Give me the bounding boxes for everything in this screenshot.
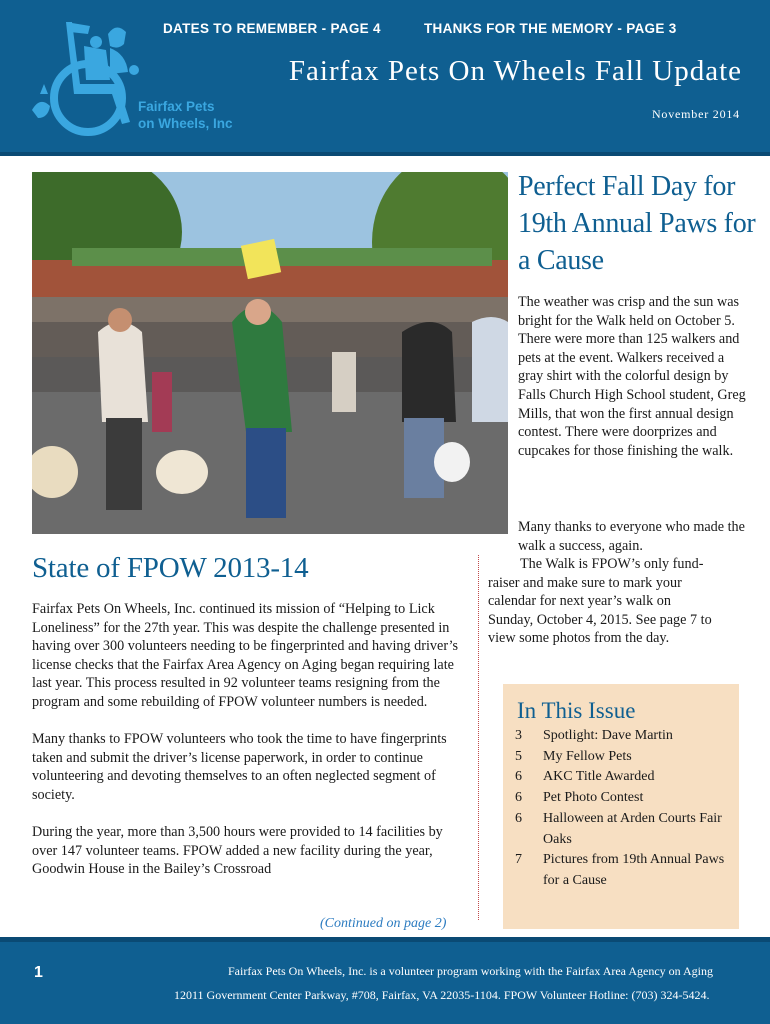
in-this-issue-box <box>503 684 739 929</box>
issue-item-page: 3 <box>515 728 522 743</box>
state-article-body <box>32 600 468 898</box>
issue-item[interactable] <box>515 788 735 809</box>
issue-item-page: 6 <box>515 790 522 806</box>
issue-item-label: Pictures from 19th Annual Paws for a Cause <box>543 852 725 888</box>
lead-paragraph-2-line: view some photos from the day. <box>488 630 670 646</box>
issue-item-label: Pet Photo Contest <box>543 790 644 806</box>
thanks-for-the-memory-link[interactable]: THANKS FOR THE MEMORY - PAGE 3 <box>424 21 677 36</box>
masthead <box>0 0 770 152</box>
issue-item-page: 6 <box>515 769 522 785</box>
issue-item-label: Spotlight: Dave Martin <box>543 728 673 743</box>
issue-item-page: 5 <box>515 748 522 764</box>
state-paragraph-3: During the year, more than 3,500 hours were provided to 14 facilities by over 147 volunteer teams. FPOW added a new facility during the year, Goodwin House in the Bailey’s Crossroad <box>32 824 443 878</box>
lead-paragraph-2-line: The Walk is FPOW’s only fund- <box>520 556 704 572</box>
header-divider <box>0 152 770 156</box>
issue-item-label: AKC Title Awarded <box>543 769 655 785</box>
issue-item-page: 7 <box>515 852 522 868</box>
issue-item[interactable] <box>515 850 735 891</box>
issue-item-label: My Fellow Pets <box>543 748 632 764</box>
issue-item-label: Halloween at Arden Courts Fair Oaks <box>543 810 722 847</box>
issue-item[interactable] <box>515 747 735 768</box>
logo-line-1: Fairfax Pets <box>138 99 215 114</box>
newsletter-title: Fairfax Pets On Wheels Fall Update <box>288 55 742 87</box>
issue-item[interactable] <box>515 767 735 788</box>
issue-item[interactable] <box>515 726 735 747</box>
in-this-issue-title: In This Issue <box>517 698 636 723</box>
lead-paragraph-2-line: calendar for next year’s walk on <box>488 593 671 609</box>
state-article-title: State of FPOW 2013-14 <box>32 552 309 584</box>
issue-date: November 2014 <box>651 107 740 121</box>
in-this-issue-list <box>515 726 735 892</box>
lead-article-paragraph-2 <box>518 518 748 555</box>
lead-paragraph-2-text: Many thanks to everyone who made the walk a success, again. <box>518 519 745 554</box>
lead-article-title: Perfect Fall Day for 19th Annual Paws for a Cause <box>518 171 756 276</box>
lead-paragraph-2-line: raiser and make sure to mark your <box>488 575 682 591</box>
page-footer <box>0 942 770 1024</box>
continued-on-page-link[interactable]: (Continued on page 2) <box>320 916 447 931</box>
walk-event-photo <box>32 172 508 534</box>
issue-item-page: 6 <box>515 810 522 826</box>
state-paragraph-2: Many thanks to FPOW volunteers who took the time to have fingerprints taken and submit the driver’s license paperwork, in order to continue volunteering and devoting themselves to an often neglected segment of society. <box>32 731 447 803</box>
lead-article-paragraph-1: The weather was crisp and the sun was bright for the Walk held on October 5. There were more than 125 walkers and pets at the event. Walkers received a gray shirt with the colorful design by Falls Church High School student, Greg Mills, that won the first annual design contest. There were doorprizes and cupcakes for those finishing the walk. <box>518 294 746 459</box>
issue-item[interactable] <box>515 809 735 850</box>
lead-paragraph-2-line: Sunday, October 4, 2015. See page 7 to <box>488 612 712 628</box>
state-paragraph-1: Fairfax Pets On Wheels, Inc. continued its mission of “Helping to Lick Loneliness” for the 27th year. This was despite the challenge presented in having over 300 volunteers needing to be fingerprinted and having driver’s license checks that the Fairfax Area Agency on Aging began requiring late last year. This process resulted in 92 volunteer teams resigning from the program and some rebuilding of FPOW volunteer numbers is needed. <box>32 601 459 710</box>
logo-wordmark <box>138 98 233 132</box>
column-divider <box>478 555 479 920</box>
dates-to-remember-link[interactable]: DATES TO REMEMBER - PAGE 4 <box>163 21 381 36</box>
logo-line-2: on Wheels, Inc <box>138 116 233 131</box>
footer-program-note: Fairfax Pets On Wheels, Inc. is a volunteer program working with the Fairfax Area Agency on Aging <box>228 964 713 978</box>
footer-address: 12011 Government Center Parkway, #708, Fairfax, VA 22035-1104. FPOW Volunteer Hotline: (703) 324-5424. <box>174 988 710 1002</box>
page-number: 1 <box>34 964 43 981</box>
